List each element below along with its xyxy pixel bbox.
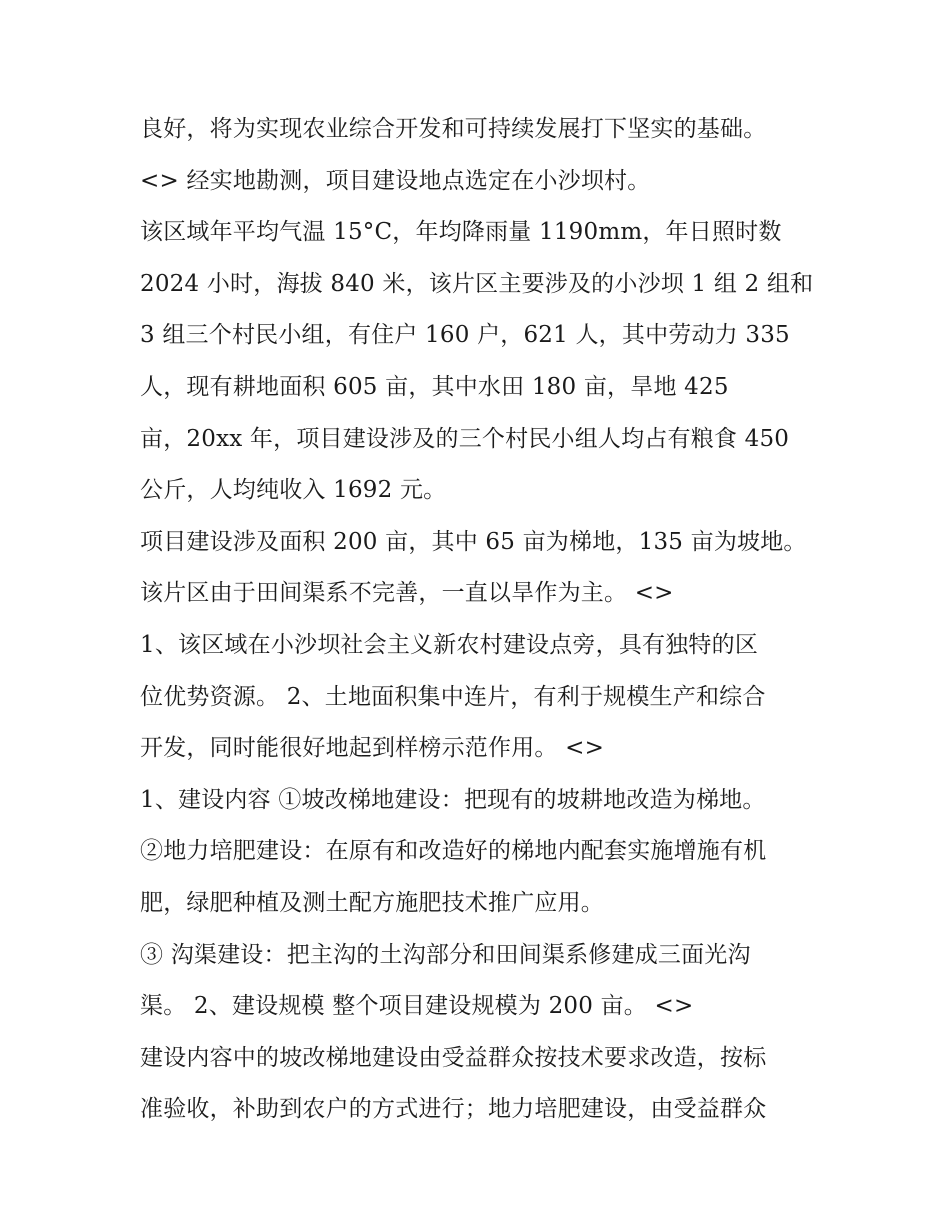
text-line: 该区域年平均气温 15°C，年均降雨量 1190mm，年日照时数 xyxy=(140,219,782,246)
text-line: 3 组三个村民小组，有住户 160 户，621 人，其中劳动力 335 xyxy=(140,322,790,349)
text-line: 亩，20xx 年，项目建设涉及的三个村民小组人均占有粮食 450 xyxy=(140,425,790,452)
text-line: ③ 沟渠建设：把主沟的土沟部分和田间渠系修建成三面光沟 xyxy=(140,941,751,968)
text-line: 2024 小时，海拔 840 米，该片区主要涉及的小沙坝 1 组 2 组和 xyxy=(140,270,814,297)
body-text xyxy=(140,104,830,1136)
text-line: 准验收，补助到农户的方式进行；地力培肥建设，由受益群众 xyxy=(140,1096,767,1123)
text-line: 肥，绿肥种植及测土配方施肥技术推广应用。 xyxy=(140,889,604,916)
text-line: ②地力培肥建设：在原有和改造好的梯地内配套实施增施有机 xyxy=(140,838,767,865)
text-line: 该片区由于田间渠系不完善，一直以旱作为主。 <> xyxy=(140,580,674,607)
text-line: 位优势资源。 2、土地面积集中连片，有利于规模生产和综合 xyxy=(140,683,766,710)
text-line: 项目建设涉及面积 200 亩，其中 65 亩为梯地，135 亩为坡地。 xyxy=(140,528,807,555)
text-line: 开发，同时能很好地起到样榜示范作用。 <> xyxy=(140,735,605,762)
text-line: 良好，将为实现农业综合开发和可持续发展打下坚实的基础。 xyxy=(140,116,767,142)
text-line: 建设内容中的坡改梯地建设由受益群众按技术要求改造，按标 xyxy=(140,1044,767,1071)
text-line: 公斤，人均纯收入 1692 元。 xyxy=(140,477,447,504)
text-line: 1、建设内容 ①坡改梯地建设：把现有的坡耕地改造为梯地。 xyxy=(140,786,766,813)
text-line: 渠。 2、建设规模 整个项目建设规模为 200 亩。 <> xyxy=(140,993,694,1020)
text-line: 人，现有耕地面积 605 亩，其中水田 180 亩，旱地 425 xyxy=(140,373,729,400)
text-line: 1、该区域在小沙坝社会主义新农村建设点旁，具有独特的区 xyxy=(140,631,759,658)
text-line: <> 经实地勘测，项目建设地点选定在小沙坝村。 xyxy=(140,167,651,194)
